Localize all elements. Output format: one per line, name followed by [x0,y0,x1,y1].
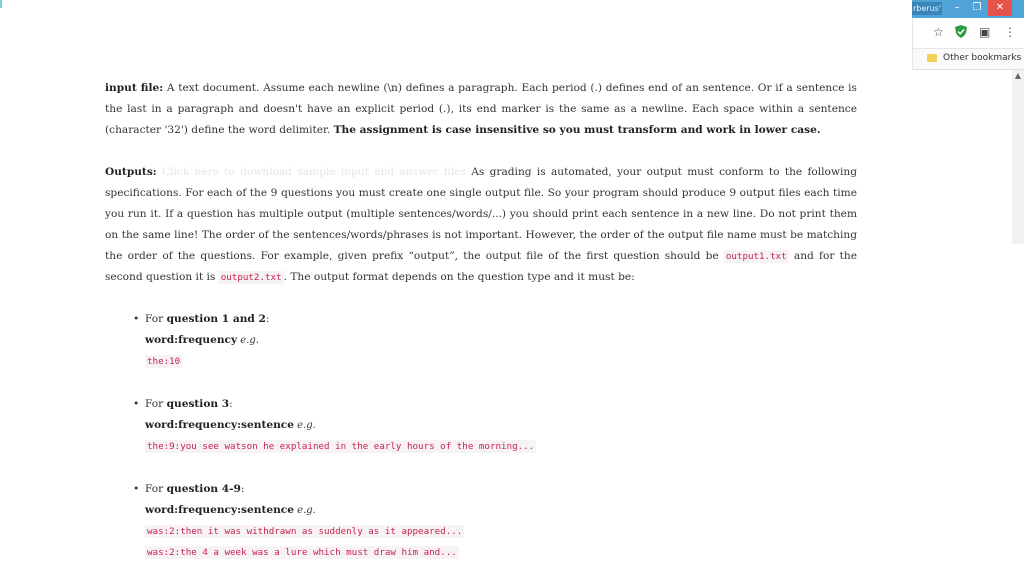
question-1-2-spec [133,309,857,372]
question-3-spec [133,394,857,457]
outputs-text: As grading is automated, your output must conform to the following specifications. For each of the 9 questions you must create one single output file. So your program should produce 9 output files each time you run it. If a question has multiple output (multiple sentences/words/...) you should print each sentence in a new line. Do not print them on the same line! The order of the sentences/words/phrases is not important. However, the order of the output file name must be matching the order of the questions. For example, given prefix “output”, the output file of the first question should be [105,166,858,262]
spec-format: word:frequency:sentence [145,419,294,431]
extension-icon[interactable]: ▣ [979,25,991,39]
outputs-label: Outputs: [105,166,157,178]
scrollbar[interactable] [1012,70,1024,244]
spec-question: question 3 [166,398,230,410]
toolbar [912,18,1024,48]
spec-example: the:9:you see watson he explained in the early hours of the morning... [147,441,535,452]
spec-question: question 1 and 2 [166,313,266,325]
download-sample-link[interactable]: Click here to download sample input and answer files [162,166,466,178]
output2-filename: output2.txt [220,272,282,283]
spec-example: the:10 [147,356,181,367]
folder-icon [927,54,937,62]
spec-suffix: : [240,483,245,495]
shield-extension-icon[interactable] [955,25,967,41]
scroll-up-icon[interactable]: ▲ [1014,71,1022,80]
question-4-9-spec [133,479,857,563]
input-file-label: input file: [105,82,164,94]
assignment-content [105,78,857,563]
outputs-text-2: and for the second question it is [105,250,857,283]
spec-example: was:2:then it was withdrawn as suddenly as it appeared... [147,526,463,537]
spec-prefix: For [145,398,167,410]
bullet-icon: • [133,483,140,495]
spec-question: question 4-9 [166,483,241,495]
spec-eg: e.g. [293,420,316,431]
spec-eg: e.g. [237,335,259,346]
spec-format: word:frequency:sentence [145,504,294,516]
spec-prefix: For [145,483,167,495]
maximize-button[interactable]: ❐ [972,2,982,13]
case-insensitive-note: The assignment is case insensitive so you must transform and work in lower case. [333,124,821,136]
bullet-icon: • [133,313,140,325]
window-edge-marker [0,0,2,8]
outputs-text-3: . The output format depends on the question type and it must be: [283,271,635,283]
bookmark-star-icon[interactable]: ☆ [933,25,944,39]
menu-icon[interactable]: ⋮ [1004,25,1016,39]
spec-suffix: : [229,398,233,410]
spec-example: was:2:the 4 a week was a lure which must draw him and... [147,547,457,558]
spec-eg: e.g. [293,505,316,516]
other-bookmarks-link[interactable]: Other bookmarks [943,53,1022,63]
input-file-paragraph [105,78,857,141]
spec-suffix: : [265,313,270,325]
output1-filename: output1.txt [725,251,787,262]
bullet-icon: • [133,398,140,410]
spec-prefix: For [145,313,167,325]
input-file-text: A text document. Assume each newline (\n) defines a paragraph. Each period (.) defines end of an sentence. Or if a sentence is the last in a paragraph and doesn't have an explicit period (.), its end marker is the same as a newline. Each space within a sentence (character '32') define the word delimiter. [105,82,857,136]
spec-format: word:frequency [145,334,238,346]
minimize-button[interactable]: – [954,2,960,13]
close-button[interactable]: ✕ [988,0,1012,16]
profile-button[interactable]: rberus' [912,4,941,13]
bookmarks-bar [912,48,1024,70]
outputs-paragraph [105,162,857,288]
